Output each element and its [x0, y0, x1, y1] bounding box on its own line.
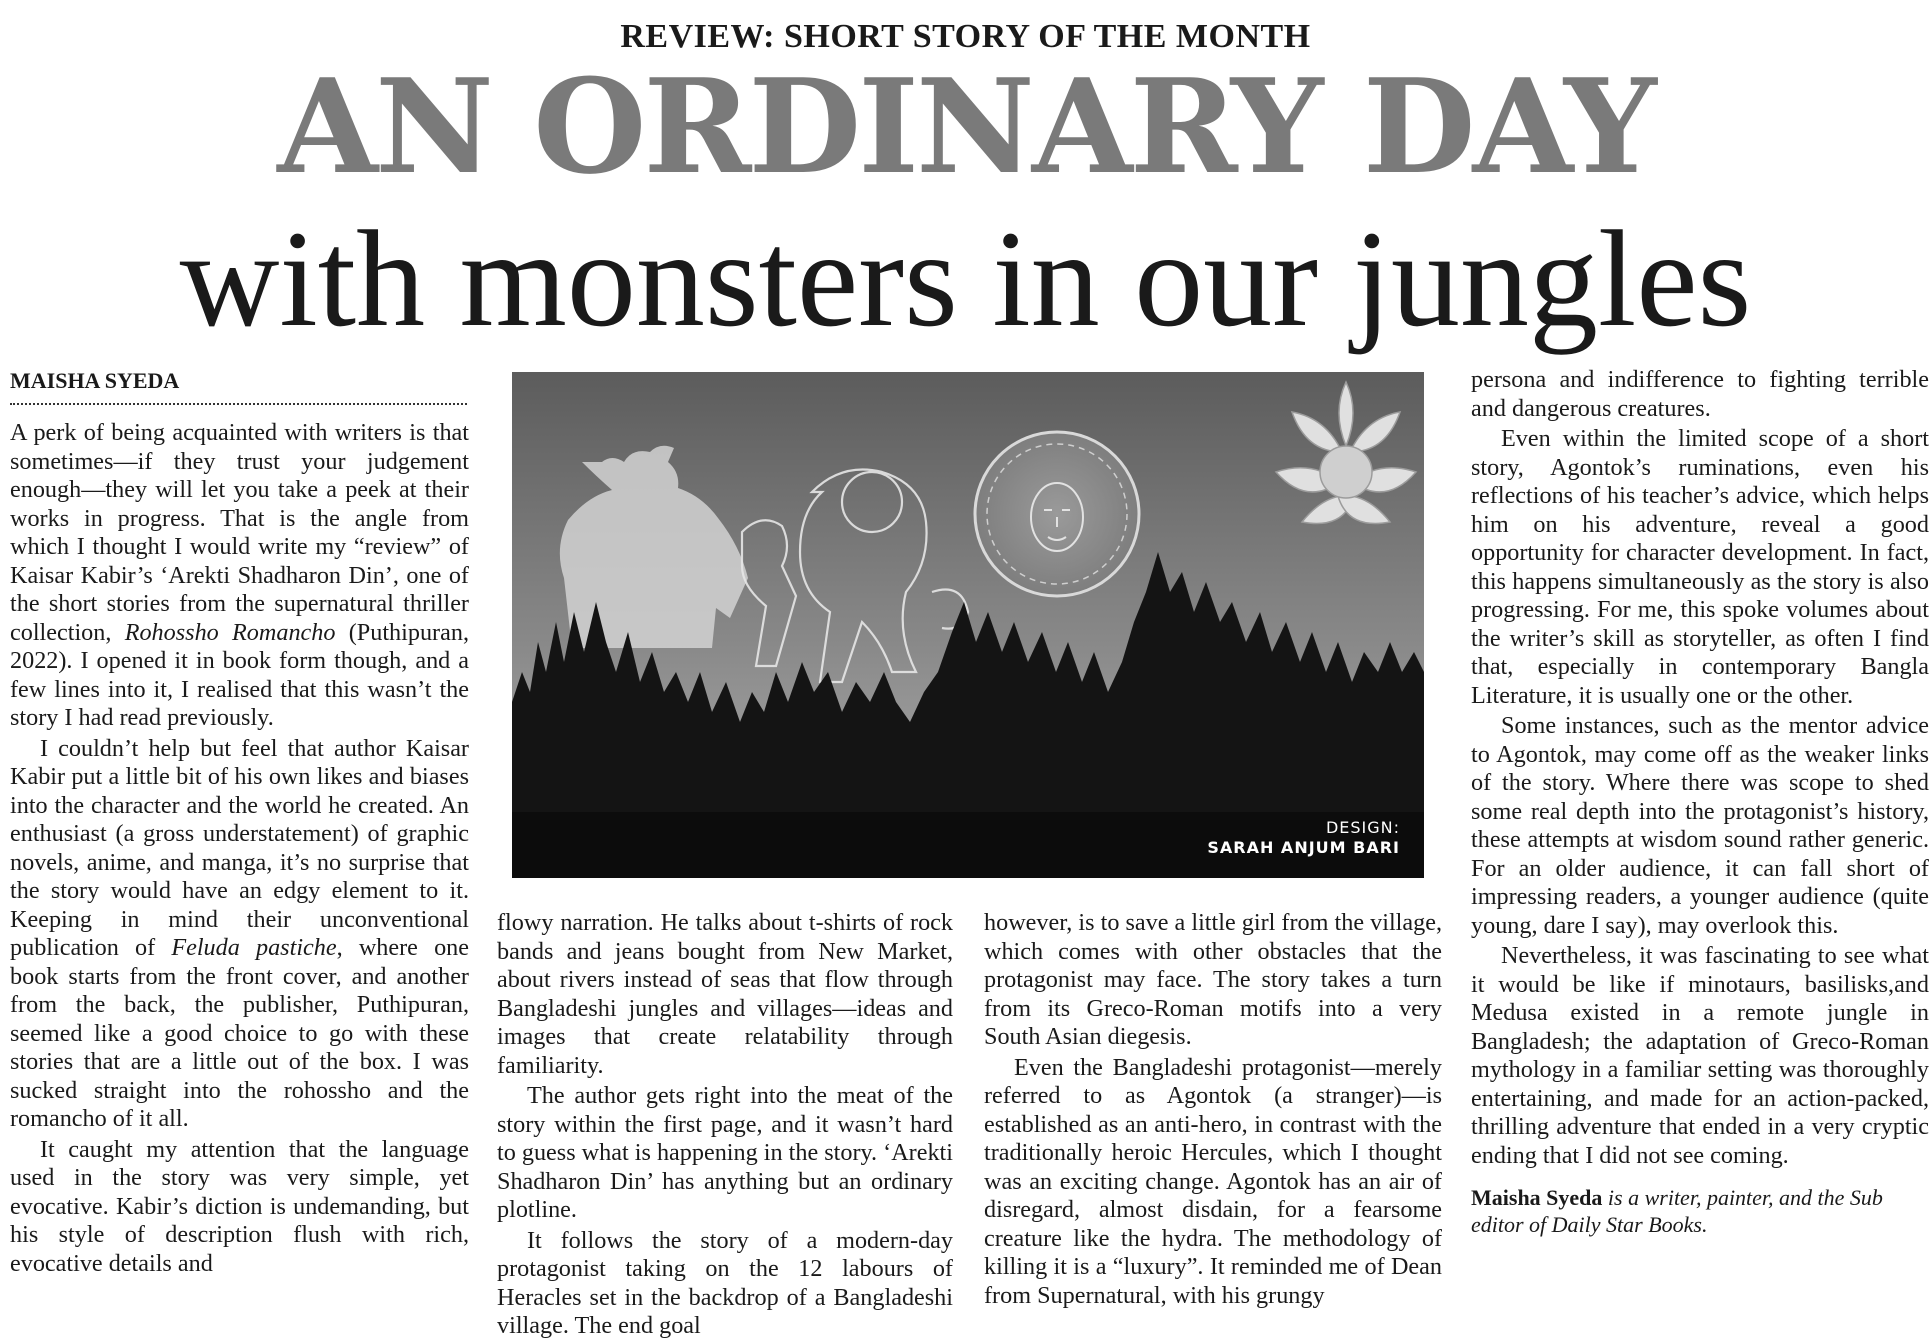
article-column-3	[984, 909, 1442, 1342]
paragraph: Some instances, such as the mentor advice to Agontok, may come off as the weaker links of the story. Where there was scope to shed some real depth into the protagonist’s history, these attempts at wisdom sound rather generic. For an older audience, it can fall short of impressing readers, a younger audience (quite young, dare I say), may overlook this.	[1471, 712, 1929, 939]
paragraph: A perk of being acquainted with writers is that sometimes—if they trust your judgement enough—they will let you take a peek at their works in progress. That is the angle from which I thought I would write my “review” of Kaisar Kabir’s ‘Arekti Shadharon Din’, one of the short stories from the supernatural thriller collection, Rohossho Romancho (Puthipuran, 2022). I opened it in book form though, and a few lines into it, I realised that this wasn’t the story I had read previously.	[10, 419, 469, 731]
author-bio-text: is a writer, painter, and the Sub editor of Daily Star Books.	[1471, 1185, 1883, 1237]
design-credit-name: SARAH ANJUM BARI	[1207, 838, 1400, 857]
author-bio	[1471, 1184, 1929, 1238]
author-name: Maisha Syeda	[1471, 1185, 1603, 1210]
paragraph: It follows the story of a modern-day protagonist taking on the 12 labours of Heracles set in the backdrop of a Bangladeshi village. The end goal	[497, 1226, 953, 1339]
paragraph: Nevertheless, it was fascinating to see what it would be like if minotaurs, basilisks,and Medusa existed in a remote jungle in Bangladesh; the adaptation of Greco-Roman mythology in a familiar setting was thoroughly entertaining, and made for an action-packed, thrilling adventure that ended in a very cryptic ending that I did not see coming.	[1471, 942, 1929, 1169]
paragraph: flowy narration. He talks about t-shirts of rock bands and jeans bought from New Market, about rivers instead of seas that flow through Bangladeshi jungles and villages—ideas and images that create relatability through familiarity.	[497, 909, 953, 1079]
design-credit-label: DESIGN:	[1325, 818, 1400, 837]
book-title: Rohossho Romancho	[124, 618, 336, 646]
illustration-artwork	[512, 372, 1424, 878]
article-column-1	[10, 419, 469, 1342]
article-column-4	[1471, 366, 1929, 1342]
byline-divider	[10, 403, 467, 405]
book-title: Feluda pastiche	[171, 934, 337, 961]
paragraph: however, is to save a little girl from the village, which comes with other obstacles that the protagonist may face. The story takes a turn from its Greco-Roman motifs into a very South Asian diegesis.	[984, 909, 1442, 1050]
medusa-coin-emblem	[975, 432, 1139, 596]
paragraph: persona and indifference to fighting terrible and dangerous creatures.	[1471, 366, 1929, 422]
section-kicker: REVIEW: SHORT STORY OF THE MONTH	[620, 18, 1311, 55]
headline-main: AN ORDINARY DAY	[277, 50, 1654, 203]
paragraph: The author gets right into the meat of the story within the first page, and it wasn’t hard to guess what is happening in the story. ‘Arekti Shadharon Din’ has anything but an ordinary plotline.	[497, 1082, 953, 1223]
paragraph: I couldn’t help but feel that author Kaisar Kabir put a little bit of his own likes and biases into the character and the world he created. An enthusiast (a gross understatement) of graphic novels, anime, and manga, it’s no surprise that the story would have an edgy element to it. Keeping in mind their unconventional publication of Feluda pastiche, where one book starts from the front cover, and another from the back, the publisher, Puthipuran, seemed like a good choice to go with these stories that are a little out of the box. I was sucked straight into the rohossho and the romancho of it all.	[10, 734, 469, 1132]
byline: MAISHA SYEDA	[10, 368, 180, 393]
paragraph: Even within the limited scope of a short story, Agontok’s ruminations, even his reflections of his teacher’s advice, which helps him on his adventure, reveal a good opportunity for character development. In fact, this happens simultaneously as the story is also progressing. For me, this spoke volumes about the writer’s skill as storyteller, as often I find that, especially in contemporary Bangla Literature, it is usually one or the other.	[1471, 425, 1929, 709]
paragraph: Even the Bangladeshi protagonist—merely referred to as Agontok (a stranger)—is established as an anti-hero, in contrast with the traditionally heroic Hercules, which I thought was an exciting change. Agontok has an air of disregard, almost disdain, for a fearsome creature like the hydra. The methodology of killing it is a “luxury”. It reminded me of Dean from Supernatural, with his grungy	[984, 1053, 1442, 1309]
article-column-2	[497, 909, 953, 1342]
paragraph: It caught my attention that the language used in the story was very simple, yet evocative. Kabir’s diction is undemanding, but his style of description flush with rich, evocative details and	[10, 1135, 469, 1277]
design-credit	[1200, 818, 1400, 858]
headline-sub: with monsters in our jungles	[179, 202, 1752, 355]
